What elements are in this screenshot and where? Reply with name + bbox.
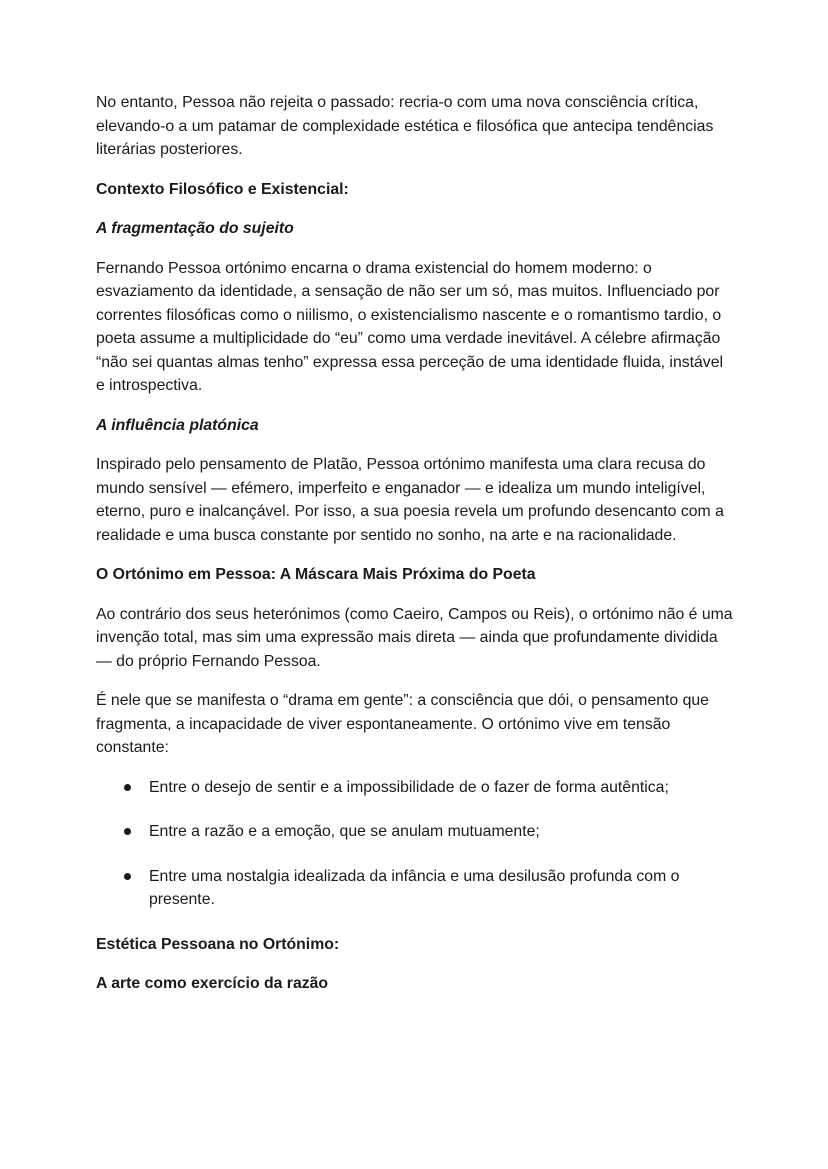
paragraph-ortonimo-heteronimos: Ao contrário dos seus heterónimos (como Caeiro, Campos ou Reis), o ortónimo não é uma invenção total, mas sim uma expressão mais direta — ainda que profundamente dividida — do próprio Fernando Pessoa. <box>96 605 733 670</box>
heading-estetica-pessoana: Estética Pessoana no Ortónimo: <box>96 935 340 953</box>
paragraph-influencia: Inspirado pelo pensamento de Platão, Pessoa ortónimo manifesta uma clara recusa do mundo sensível — efémero, imperfeito e enganador — e idealiza um mundo inteligível, eterno, puro e inalcançável. Por isso, a sua poesia revela um profundo desencanto com a realidade e uma busca constante por sentido no sonho, na arte e na racionalidade. <box>96 456 724 544</box>
subheading-fragmentacao-sujeito: A fragmentação do sujeito <box>96 220 294 237</box>
bullet-item-sentir: Entre o desejo de sentir e a impossibilidade de o fazer de forma autêntica; <box>149 776 734 800</box>
paragraph-intro: No entanto, Pessoa não rejeita o passado: recria-o com uma nova consciência crítica, elevando-o a um patamar de complexidade estética e filosófica que antecipa tendências literárias posteriores. <box>96 94 714 158</box>
document-content <box>96 91 734 1012</box>
tension-bullet-list <box>96 776 734 912</box>
subheading-influencia-platonica: A influência platónica <box>96 416 259 434</box>
heading-contexto-filosofico: Contexto Filosófico e Existencial: <box>96 180 349 198</box>
bullet-item-nostalgia: Entre uma nostalgia idealizada da infância e uma desilusão profunda com o presente. <box>149 865 734 912</box>
paragraph-ortonimo-drama: É nele que se manifesta o “drama em gente”: a consciência que dói, o pensamento que fragmenta, a incapacidade de viver espontaneamente. O ortónimo vive em tensão constante: <box>96 692 709 756</box>
heading-arte-exercicio-razao: A arte como exercício da razão <box>96 975 329 992</box>
heading-ortonimo-em-pessoa: O Ortónimo em Pessoa: A Máscara Mais Próxima do Poeta <box>96 566 536 583</box>
paragraph-fragmentacao: Fernando Pessoa ortónimo encarna o drama existencial do homem moderno: o esvaziamento da identidade, a sensação de não ser um só, mas muitos. Influenciado por correntes filosóficas como o niilismo, o existencialismo nascente e o romantismo tardio, o poeta assume a multiplicidade do “eu” como uma verdade inevitável. A célebre afirmação “não sei quantas almas tenho” expressa essa perceção de uma identidade fluida, instável e introspectiva. <box>96 259 723 394</box>
bullet-item-razao-emocao: Entre a razão e a emoção, que se anulam mutuamente; <box>149 820 734 844</box>
